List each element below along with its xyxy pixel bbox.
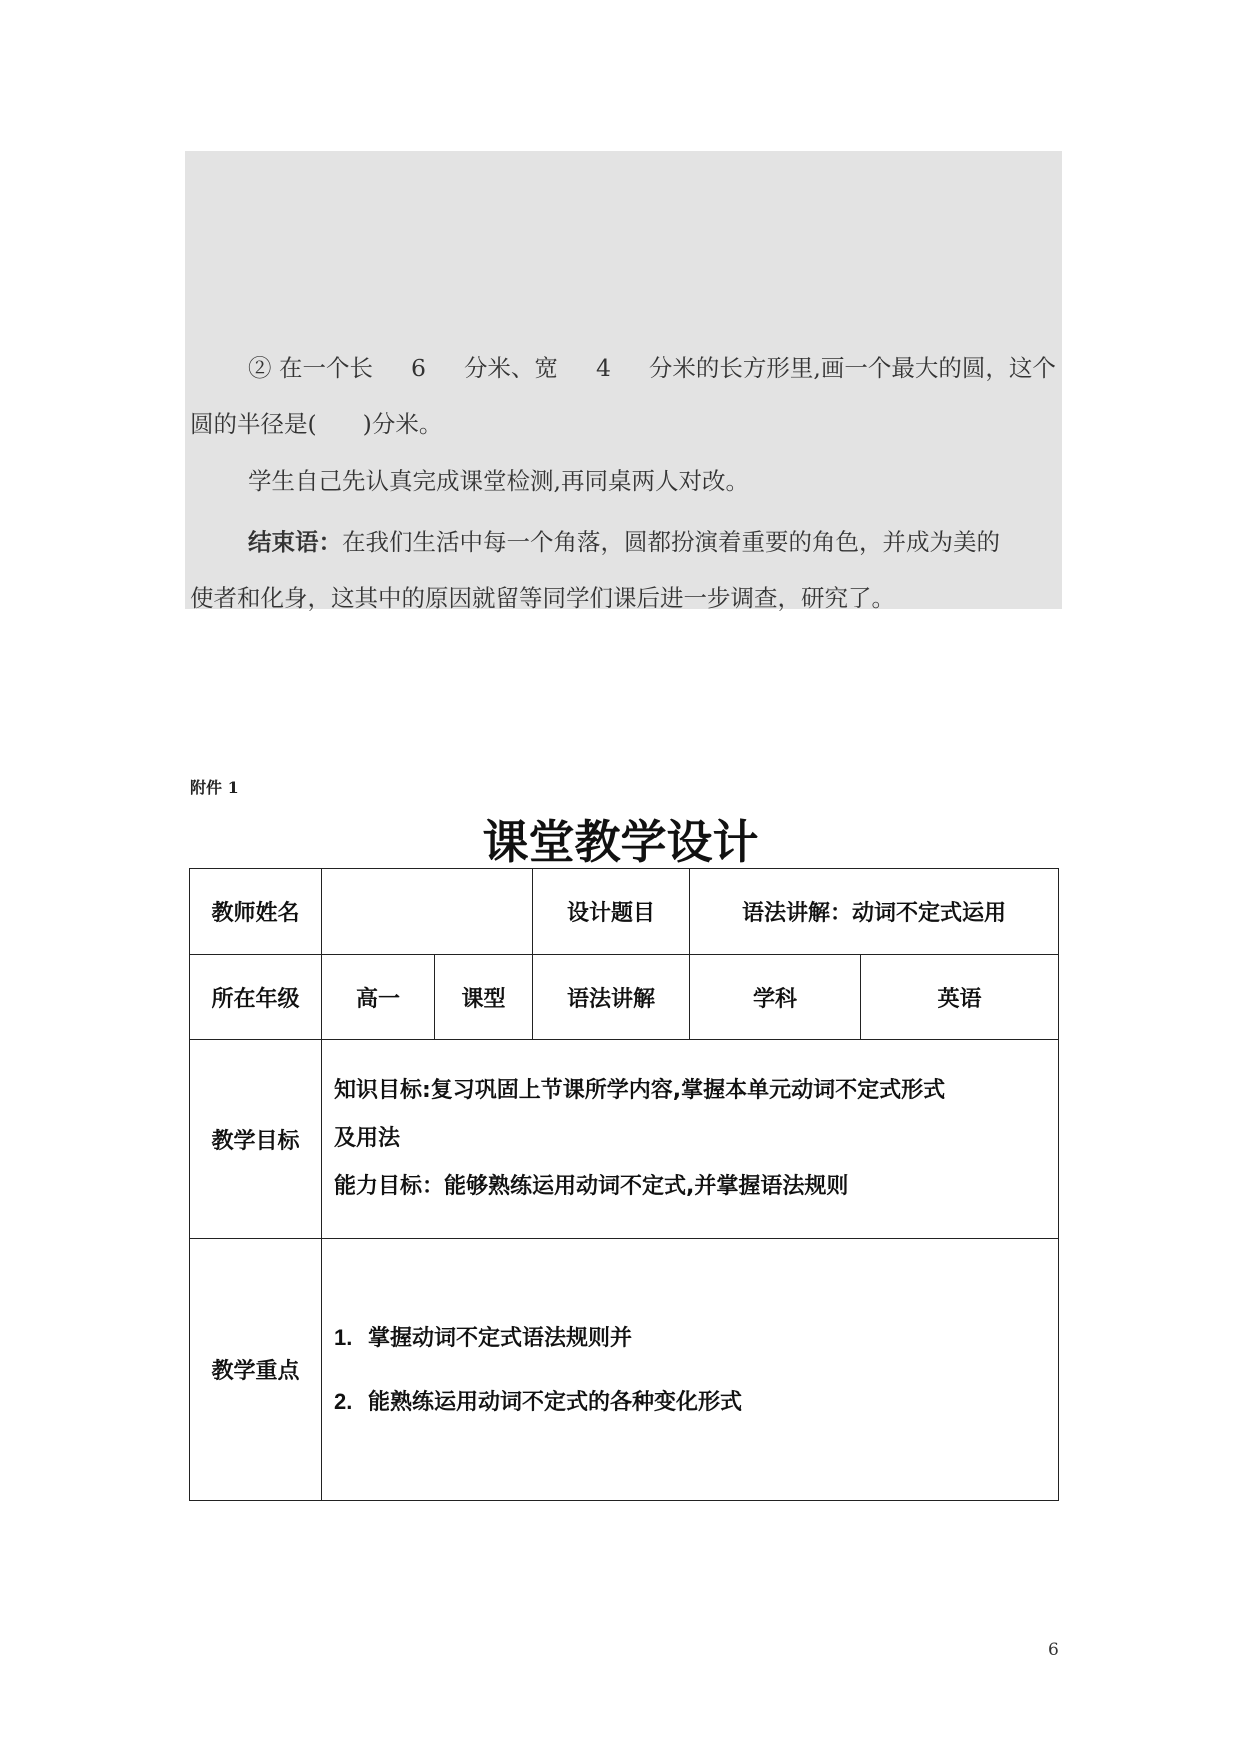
topic-value: 语法讲解：动词不定式运用 bbox=[690, 869, 1059, 955]
table-row bbox=[190, 955, 1059, 1040]
page-number: 6 bbox=[1048, 1640, 1059, 1660]
lesson-design-table bbox=[189, 868, 1059, 1501]
goal-knowledge-line: 知识目标:复习巩固上节课所学内容,掌握本单元动词不定式形式 bbox=[334, 1078, 946, 1103]
lesson-type-label: 课型 bbox=[435, 955, 533, 1040]
problem-paragraph: ② 在一个长 6 分米、宽 4 分米的长方形里,画一个最大的圆，这个 圆的半径是( )分米。 bbox=[190, 354, 1056, 438]
lesson-type-value: 语法讲解 bbox=[533, 955, 690, 1040]
closing-paragraph: 结束语：在我们生活中每一个角落，圆都扮演着重要的角色，并成为美的 使者和化身，这其中的原因就留等同学们课后进一步调查，研究了。 bbox=[190, 528, 1000, 612]
keypoints-content bbox=[322, 1239, 1059, 1501]
attachment-label: 附件 1 bbox=[190, 778, 239, 797]
subject-label: 学科 bbox=[690, 955, 861, 1040]
check-instruction: 学生自己先认真完成课堂检测,再同桌两人对改。 bbox=[248, 467, 749, 495]
table-row bbox=[190, 1239, 1059, 1501]
grade-label: 所在年级 bbox=[190, 955, 322, 1040]
teacher-name-value bbox=[322, 869, 533, 955]
problem-number: ② bbox=[248, 354, 272, 382]
length-value: 6 bbox=[410, 354, 426, 382]
table-row bbox=[190, 869, 1059, 955]
teacher-name-label: 教师姓名 bbox=[190, 869, 322, 955]
keypoints-label: 教学重点 bbox=[190, 1239, 322, 1501]
document-title: 课堂教学设计 bbox=[482, 815, 759, 869]
grade-value: 高一 bbox=[322, 955, 435, 1040]
topic-label: 设计题目 bbox=[533, 869, 690, 955]
goal-knowledge-line: 及用法 bbox=[334, 1126, 401, 1151]
list-item: 2. 能熟练运用动词不定式的各种变化形式 bbox=[334, 1388, 743, 1415]
goal-ability-line: 能力目标：能够熟练运用动词不定式,并掌握语法规则 bbox=[334, 1174, 849, 1199]
subject-value: 英语 bbox=[861, 955, 1059, 1040]
table-row bbox=[190, 1040, 1059, 1239]
list-item: 1. 掌握动词不定式语法规则并 bbox=[334, 1324, 633, 1351]
goals-label: 教学目标 bbox=[190, 1040, 322, 1239]
width-value: 4 bbox=[595, 354, 611, 382]
goals-content bbox=[322, 1040, 1059, 1239]
closing-label: 结束语： bbox=[248, 528, 342, 556]
